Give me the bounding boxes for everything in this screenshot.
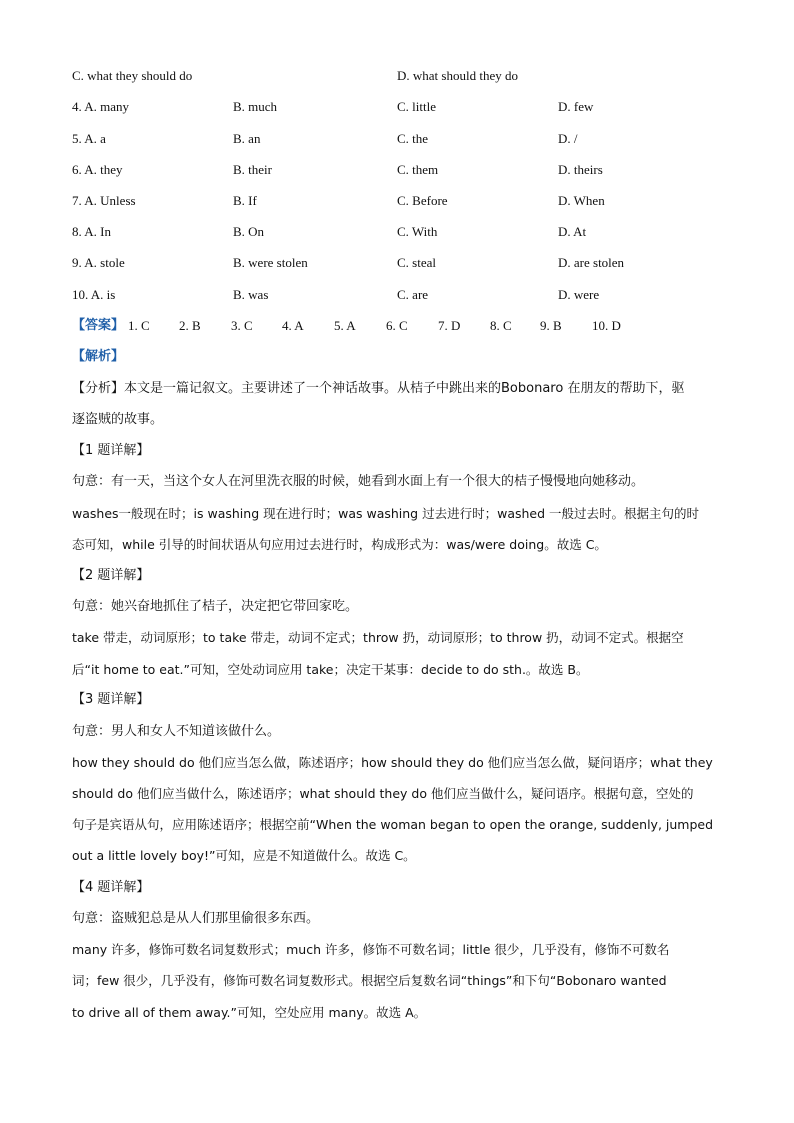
option-b: B. If xyxy=(233,193,257,208)
q2-heading: 【2 题详解】 xyxy=(72,568,150,583)
option-b: B. was xyxy=(233,287,269,302)
option-a: 7. A. Unless xyxy=(72,193,136,208)
option-d: D. When xyxy=(558,193,605,208)
q2-explanation-2: 后“it home to eat.”可知，空处动词应用 take；决定干某事：decide to do sth.。故选 B。 xyxy=(72,662,589,677)
q4-heading: 【4 题详解】 xyxy=(72,880,150,895)
answer-item: 10. D xyxy=(592,318,621,333)
q4-explanation-1: many 许多，修饰可数名词复数形式；much 许多，修饰不可数名词；little 很少，几乎没有，修饰不可数名 xyxy=(72,942,670,957)
q3-explanation-2: should do 他们应当做什么，陈述语序；what should they do 他们应当做什么，疑问语序。根据句意，空处的 xyxy=(72,786,694,801)
answer-item: 9. B xyxy=(540,318,562,333)
option-c: C. them xyxy=(397,162,439,177)
option-c: C. little xyxy=(397,99,436,114)
answer-item: 2. B xyxy=(179,318,201,333)
option-row-3 xyxy=(72,66,734,86)
q3-heading: 【3 题详解】 xyxy=(72,692,150,707)
answer-label: 【答案】 xyxy=(72,318,125,333)
option-row-7 xyxy=(72,191,734,211)
q4-explanation-2: 词；few 很少，几乎没有，修饰可数名词复数形式。根据空后复数名词“things”和下句“Bobonaro wanted xyxy=(72,973,667,988)
option-d: D. At xyxy=(558,224,587,239)
option-row-4 xyxy=(72,97,734,117)
summary-line-2: 逐盗贼的故事。 xyxy=(72,412,164,427)
q2-explanation-1: take 带走，动词原形；to take 带走，动词不定式；throw 扔，动词原形；to throw 扔，动词不定式。根据空 xyxy=(72,630,684,645)
q2-meaning: 句意：她兴奋地抓住了桔子，决定把它带回家吃。 xyxy=(72,599,359,614)
option-d: D. were xyxy=(558,287,600,302)
summary-text: 本文是一篇记叙文。主要讲述了一个神话故事。从桔子中跳出来的Bobonaro 在朋友的帮助下，驱 xyxy=(124,381,685,396)
option-c: C. With xyxy=(397,224,438,239)
option-a: 8. A. In xyxy=(72,224,111,239)
option-b: B. an xyxy=(233,131,261,146)
option-a: 4. A. many xyxy=(72,99,130,114)
option-row-9 xyxy=(72,253,734,273)
option-d: D. are stolen xyxy=(558,255,625,270)
option-a: 6. A. they xyxy=(72,162,123,177)
option-d: D. theirs xyxy=(558,162,603,177)
q3-meaning: 句意：男人和女人不知道该做什么。 xyxy=(72,724,281,739)
q4-meaning: 句意：盗贼犯总是从人们那里偷很多东西。 xyxy=(72,911,320,926)
option-a: 5. A. a xyxy=(72,131,106,146)
option-row-5 xyxy=(72,129,734,149)
option-c: C. the xyxy=(397,131,429,146)
answer-key xyxy=(72,316,734,336)
answer-item: 3. C xyxy=(231,318,253,333)
option-c: C. Before xyxy=(397,193,448,208)
option-row-8 xyxy=(72,222,734,242)
answer-item: 7. D xyxy=(438,318,461,333)
q4-explanation-3: to drive all of them away.”可知，空处应用 many。故选 A。 xyxy=(72,1005,427,1020)
answer-item: 6. C xyxy=(386,318,408,333)
q1-explanation-2: 态可知，while 引导的时间状语从句应用过去进行时，构成形式为：was/were doing。故选 C。 xyxy=(72,537,607,552)
q3-explanation-1: how they should do 他们应当怎么做，陈述语序；how should they do 他们应当怎么做，疑问语序；what they xyxy=(72,755,713,770)
option-b: B. much xyxy=(233,99,278,114)
option-d: D. / xyxy=(558,131,578,146)
option-3d: D. what should they do xyxy=(397,68,518,83)
answer-item: 8. C xyxy=(490,318,512,333)
q1-explanation-1: washes一般现在时；is washing 现在进行时；was washing 过去进行时；washed 一般过去时。根据主句的时 xyxy=(72,506,700,521)
option-b: B. their xyxy=(233,162,272,177)
option-b: B. On xyxy=(233,224,265,239)
q1-meaning: 句意：有一天，当这个女人在河里洗衣服的时候，她看到水面上有一个很大的桔子慢慢地向她移动。 xyxy=(72,474,645,489)
option-3c: C. what they should do xyxy=(72,68,193,83)
option-row-6 xyxy=(72,160,734,180)
answer-item: 1. C xyxy=(128,318,150,333)
summary-label: 【分析】 xyxy=(72,381,125,396)
q1-heading: 【1 题详解】 xyxy=(72,443,150,458)
q3-explanation-3: 句子是宾语从句，应用陈述语序；根据空前“When the woman began to open the orange, suddenly, jumped xyxy=(72,817,714,832)
analysis-label: 【解析】 xyxy=(72,349,125,364)
summary-line-1 xyxy=(72,379,734,399)
option-b: B. were stolen xyxy=(233,255,308,270)
q3-explanation-4: out a little lovely boy!”可知，应是不知道做什么。故选 C。 xyxy=(72,848,416,863)
option-a: 9. A. stole xyxy=(72,255,125,270)
option-a: 10. A. is xyxy=(72,287,116,302)
answer-item: 5. A xyxy=(334,318,356,333)
option-c: C. are xyxy=(397,287,429,302)
option-c: C. steal xyxy=(397,255,436,270)
option-d: D. few xyxy=(558,99,594,114)
answer-item: 4. A xyxy=(282,318,304,333)
option-row-10 xyxy=(72,285,734,305)
